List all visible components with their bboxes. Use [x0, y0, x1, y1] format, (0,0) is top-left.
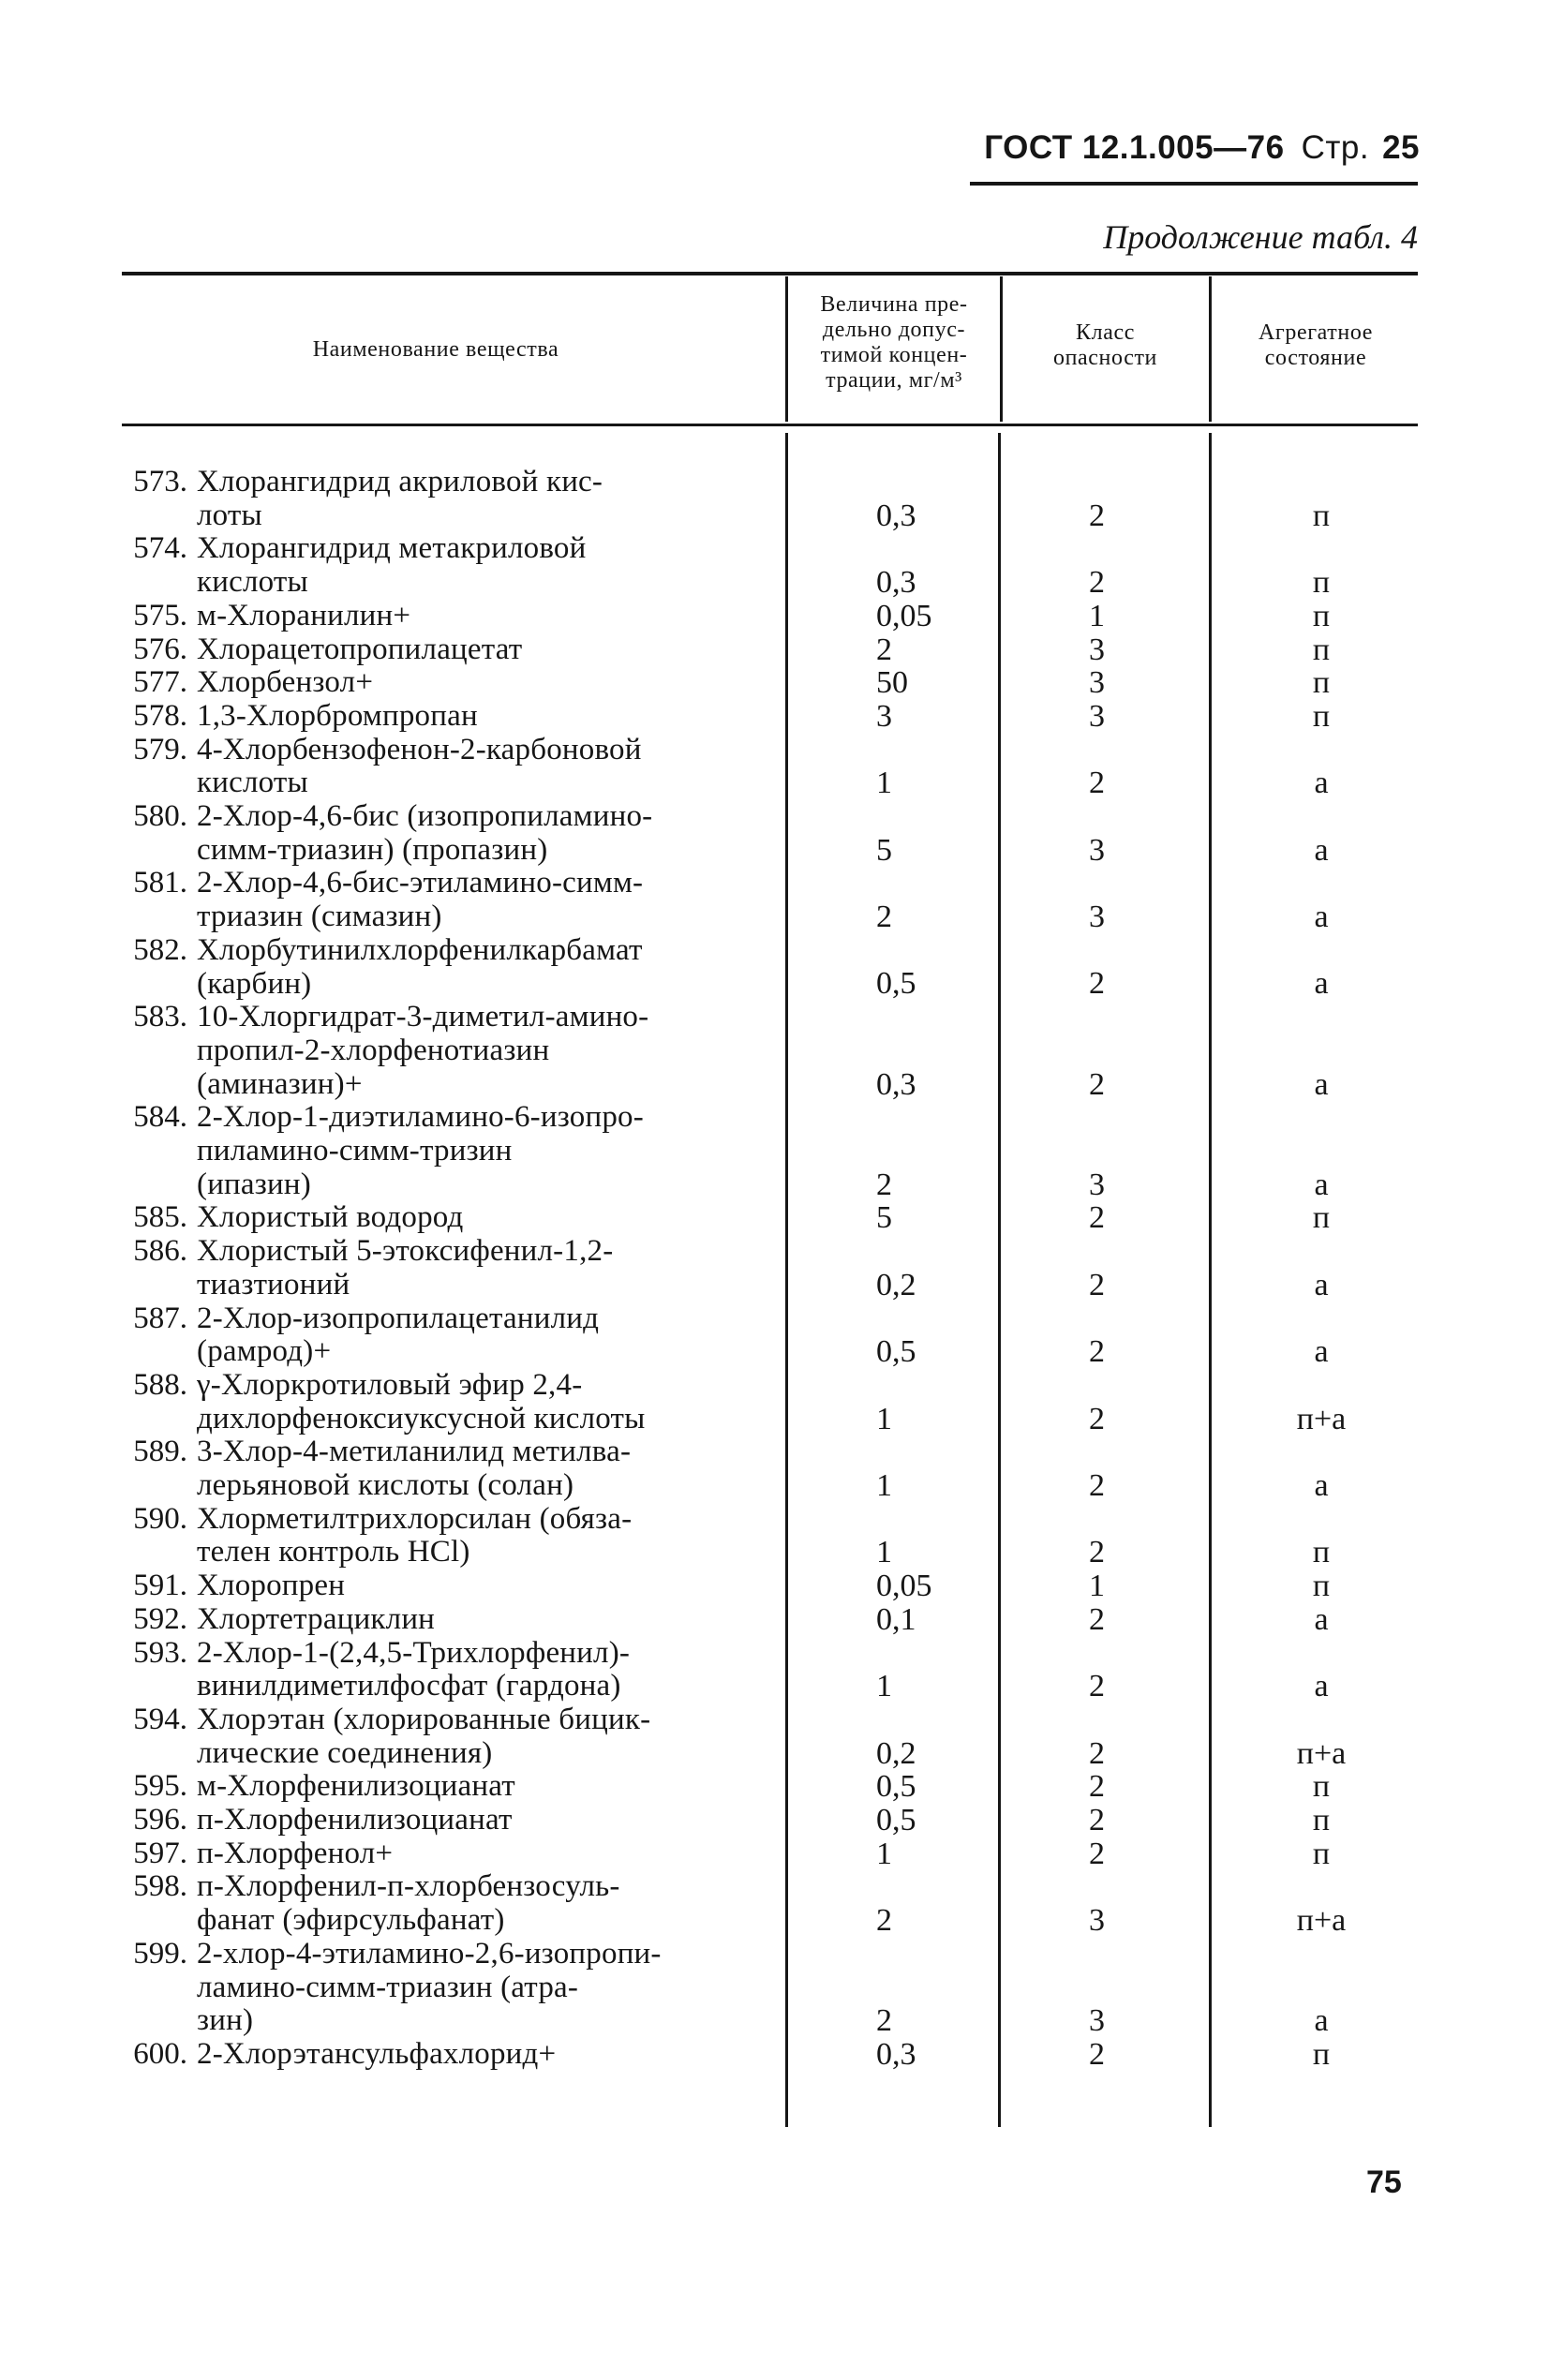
substance-name-line: (карбин): [197, 966, 312, 1001]
row-number: 580.: [133, 799, 187, 833]
substance-name: [197, 600, 778, 633]
substance-name-line: пропил-2-хлорфенотиазин: [197, 1033, 550, 1067]
row-number: 590.: [133, 1501, 187, 1536]
row-number: 594.: [133, 1702, 187, 1736]
substance-name-line: Хлористый 5-этоксифенил-1,2-: [197, 1234, 614, 1269]
table-row: [0, 1837, 1549, 1871]
substance-name: [197, 1001, 778, 1101]
substance-name-line: винилдиметилфосфат (гардона): [197, 1669, 621, 1703]
mac-value: 0,1: [876, 1601, 916, 1637]
substance-name-line: Хлористый водород: [197, 1200, 464, 1235]
table-row: [0, 1001, 1549, 1101]
table-row: [0, 734, 1549, 800]
substance-name: [197, 700, 778, 734]
aggregate-state-value: п+а: [1296, 1903, 1347, 1939]
aggregate-state-value: а: [1314, 900, 1329, 935]
mac-value: 0,5: [876, 966, 916, 1002]
substance-name: [197, 1302, 778, 1369]
substance-name-line: Хлорбензол+: [197, 665, 374, 700]
header-page-number: 25: [1382, 129, 1420, 166]
hazard-class-value: 2: [1089, 1769, 1105, 1805]
substance-name: [197, 1770, 778, 1804]
table-row: [0, 1302, 1549, 1369]
table-row: [0, 1235, 1549, 1302]
substance-name: [197, 2038, 778, 2072]
aggregate-state-value: а: [1314, 1467, 1329, 1503]
mac-value: 1: [876, 1401, 892, 1436]
footer-page-number: 75: [1366, 2164, 1402, 2200]
mac-value: 0,3: [876, 565, 916, 601]
substance-name-line: 2-Хлор-изопропилацетанилид: [197, 1301, 600, 1335]
substance-name-line: (ипазин): [197, 1167, 311, 1201]
hazard-class-value: 2: [1089, 565, 1105, 601]
row-number: 596.: [133, 1803, 187, 1837]
mac-value: 2: [876, 1167, 892, 1202]
mac-value: 3: [876, 698, 892, 734]
table-row: [0, 666, 1549, 700]
table-row: [0, 1637, 1549, 1703]
hazard-class-value: 3: [1089, 1903, 1105, 1939]
substance-name-line: п-Хлорфенол+: [197, 1836, 394, 1870]
mac-value: 0,2: [876, 1267, 916, 1302]
substance-name-line: 2-Хлорэтансульфахлорид+: [197, 2036, 557, 2071]
aggregate-state-value: п: [1312, 1569, 1331, 1604]
row-number: 577.: [133, 665, 187, 700]
hazard-class-value: 2: [1089, 1535, 1105, 1570]
table-continuation-caption: Продолжение табл. 4: [1103, 218, 1418, 256]
table-row: [0, 1804, 1549, 1837]
substance-name-line: Хлоропрен: [197, 1569, 346, 1603]
table-row: [0, 1201, 1549, 1235]
mac-value: 1: [876, 1836, 892, 1871]
table-row: [0, 1503, 1549, 1569]
substance-name: [197, 1101, 778, 1201]
aggregate-state-value: а: [1314, 1066, 1329, 1102]
table-row: [0, 633, 1549, 667]
substance-name-line: м-Хлорфенилизоцианат: [197, 1769, 515, 1804]
mac-value: 2: [876, 632, 892, 667]
row-number: 578.: [133, 698, 187, 733]
substance-name-line: зин): [197, 2003, 254, 2038]
substance-name-line: триазин (симазин): [197, 900, 442, 934]
header-col-line-3: [1209, 276, 1212, 422]
hazard-class-value: 2: [1089, 1066, 1105, 1102]
substance-name-line: лерьяновой кислоты (солан): [197, 1468, 574, 1502]
substance-name-line: Хлорметилтрихлорсилан (обяза-: [197, 1501, 633, 1536]
hazard-class-value: 3: [1089, 632, 1105, 667]
hazard-class-value: 3: [1089, 698, 1105, 734]
table-row: [0, 1938, 1549, 2038]
table-row: [0, 800, 1549, 867]
substance-name-line: 1,3-Хлорбромпропан: [197, 698, 478, 733]
mac-value: 0,05: [876, 598, 932, 633]
hazard-class-value: 2: [1089, 1836, 1105, 1871]
header-rule: [970, 182, 1418, 186]
row-number: 583.: [133, 1000, 187, 1034]
substance-name: [197, 466, 778, 532]
substance-name-line: Хлорбутинилхлорфенилкарбамат: [197, 932, 643, 967]
mac-value: 1: [876, 766, 892, 801]
mac-value: 0,3: [876, 498, 916, 533]
substance-name: [197, 633, 778, 667]
substance-name-line: 2-хлор-4-этиламино-2,6-изопропи-: [197, 1936, 662, 1971]
substance-name-line: ламино-симм-триазин (атра-: [197, 1970, 579, 2004]
substance-name: [197, 734, 778, 800]
hazard-class-value: 3: [1089, 1167, 1105, 1202]
row-number: 573.: [133, 465, 187, 498]
substance-name: [197, 532, 778, 599]
mac-value: 0,05: [876, 1569, 932, 1604]
row-number: 574.: [133, 531, 187, 566]
aggregate-state-value: п: [1312, 2036, 1331, 2072]
aggregate-state-value: п: [1312, 1803, 1331, 1837]
hazard-class-value: 2: [1089, 1467, 1105, 1503]
substance-name-line: 2-Хлор-4,6-бис (изопропиламино-: [197, 799, 653, 833]
substance-name-line: Хлорацетопропилацетат: [197, 632, 523, 666]
substance-name: [197, 1503, 778, 1569]
hazard-class-value: 2: [1089, 1401, 1105, 1436]
substance-name: [197, 1569, 778, 1603]
row-number: 588.: [133, 1367, 187, 1402]
hazard-class-value: 2: [1089, 1601, 1105, 1637]
hazard-class-value: 2: [1089, 1334, 1105, 1370]
substance-name-line: дихлорфеноксиуксусной кислоты: [197, 1401, 646, 1435]
substance-name-line: Хлорангидрид акриловой кис-: [197, 465, 603, 498]
substance-name: [197, 867, 778, 933]
substance-name-line: тиазтионий: [197, 1267, 350, 1302]
substance-name-line: (рамрод)+: [197, 1334, 332, 1369]
row-number: 581.: [133, 866, 187, 900]
substance-name: [197, 1603, 778, 1637]
mac-value: 2: [876, 1903, 892, 1939]
substance-name: [197, 1837, 778, 1871]
substance-name: [197, 1804, 778, 1837]
hazard-class-value: 3: [1089, 2003, 1105, 2039]
substance-name-line: Хлорэтан (хлорированные бицик-: [197, 1702, 651, 1736]
substance-name-line: 2-Хлор-1-(2,4,5-Трихлорфенил)-: [197, 1635, 631, 1670]
table-row: [0, 934, 1549, 1001]
hazard-class-value: 3: [1089, 832, 1105, 868]
aggregate-state-value: п: [1312, 565, 1331, 601]
mac-value: 5: [876, 832, 892, 868]
substance-name-line: пиламино-симм-тризин: [197, 1134, 513, 1168]
hazard-class-value: 2: [1089, 2036, 1105, 2072]
hazard-class-value: 2: [1089, 766, 1105, 801]
mac-value: 0,5: [876, 1334, 916, 1370]
substance-name-line: симм-триазин) (пропазин): [197, 832, 548, 867]
substance-name-line: фанат (эфирсульфанат): [197, 1903, 505, 1938]
row-number: 593.: [133, 1635, 187, 1670]
aggregate-state-value: п: [1312, 598, 1331, 633]
table-row: [0, 1101, 1549, 1201]
mac-value: 1: [876, 1535, 892, 1570]
table-row: [0, 1435, 1549, 1502]
page-label: Стр.: [1301, 129, 1370, 166]
aggregate-state-value: а: [1314, 2003, 1329, 2039]
substance-name: [197, 1703, 778, 1770]
aggregate-state-value: а: [1314, 1167, 1329, 1202]
hazard-class-value: 3: [1089, 900, 1105, 935]
substance-name: [197, 934, 778, 1001]
aggregate-state-value: а: [1314, 966, 1329, 1002]
row-number: 591.: [133, 1569, 187, 1603]
table-row: [0, 1703, 1549, 1770]
hazard-class-value: 2: [1089, 966, 1105, 1002]
column-header-state: Агрегатное состояние: [1259, 320, 1373, 370]
hazard-class-value: 1: [1089, 1569, 1105, 1604]
hazard-class-value: 2: [1089, 1669, 1105, 1704]
substance-name: [197, 1235, 778, 1302]
table-row: [0, 700, 1549, 734]
table-row: [0, 1603, 1549, 1637]
row-number: 595.: [133, 1769, 187, 1804]
mac-value: 2: [876, 900, 892, 935]
table-row: [0, 1770, 1549, 1804]
substance-name-line: 4-Хлорбензофенон-2-карбоновой: [197, 732, 642, 766]
hazard-class-value: 2: [1089, 498, 1105, 533]
column-header-mac: Величина пре- дельно допус- тимой концен- трации, мг/м³: [820, 292, 968, 393]
mac-value: 0,5: [876, 1803, 916, 1837]
aggregate-state-value: п: [1312, 498, 1331, 533]
row-number: 592.: [133, 1601, 187, 1636]
substance-name-line: (аминазин)+: [197, 1066, 363, 1101]
aggregate-state-value: п: [1312, 1535, 1331, 1570]
hazard-class-value: 2: [1089, 1803, 1105, 1837]
header-col-line-1: [785, 276, 788, 422]
aggregate-state-value: п: [1312, 1200, 1331, 1236]
mac-value: 5: [876, 1200, 892, 1236]
substance-name: [197, 1637, 778, 1703]
table-row: [0, 1569, 1549, 1603]
row-number: 598.: [133, 1869, 187, 1904]
table-row: [0, 600, 1549, 633]
row-number: 575.: [133, 598, 187, 632]
aggregate-state-value: п: [1312, 1769, 1331, 1805]
mac-value: 50: [876, 665, 908, 701]
column-header-hazard-class: Класс опасности: [1053, 320, 1157, 370]
substance-name-line: лические соединения): [197, 1735, 493, 1770]
row-number: 589.: [133, 1435, 187, 1469]
substance-name-line: Хлорангидрид метакриловой: [197, 531, 587, 566]
row-number: 600.: [133, 2036, 187, 2071]
substance-name-line: лоты: [197, 498, 262, 532]
aggregate-state-value: а: [1314, 1267, 1329, 1302]
substance-name: [197, 1201, 778, 1235]
table-row: [0, 466, 1549, 532]
row-number: 584.: [133, 1100, 187, 1135]
mac-value: 0,3: [876, 1066, 916, 1102]
aggregate-state-value: п: [1312, 632, 1331, 667]
hazard-class-value: 2: [1089, 1735, 1105, 1771]
substance-name-line: Хлортетрациклин: [197, 1601, 436, 1636]
document-header: [965, 129, 1420, 167]
substance-name-line: 2-Хлор-4,6-бис-этиламино-симм-: [197, 866, 644, 900]
table-row: [0, 867, 1549, 933]
row-number: 576.: [133, 632, 187, 666]
substance-name-line: м-Хлоранилин+: [197, 598, 411, 632]
mac-value: 1: [876, 1669, 892, 1704]
substance-name-line: γ-Хлоркротиловый эфир 2,4-: [197, 1367, 583, 1402]
row-number: 586.: [133, 1234, 187, 1269]
substance-name-line: п-Хлорфенилизоцианат: [197, 1803, 513, 1837]
substance-name: [197, 666, 778, 700]
aggregate-state-value: а: [1314, 1334, 1329, 1370]
mac-value: 0,3: [876, 2036, 916, 2072]
table-row: [0, 2038, 1549, 2072]
substance-name: [197, 1435, 778, 1502]
substance-name-line: 3-Хлор-4-метиланилид метилва-: [197, 1435, 632, 1469]
substance-name-line: кислоты: [197, 565, 308, 600]
table-row: [0, 1369, 1549, 1435]
substance-name-line: 2-Хлор-1-диэтиламино-6-изопро-: [197, 1100, 644, 1135]
hazard-class-value: 3: [1089, 665, 1105, 701]
aggregate-state-value: п+а: [1296, 1735, 1347, 1771]
mac-value: 0,5: [876, 1769, 916, 1805]
substance-name: [197, 1938, 778, 2038]
column-header-name: Наименование вещества: [312, 337, 559, 362]
substance-name: [197, 1870, 778, 1937]
row-number: 582.: [133, 932, 187, 967]
hazard-class-value: 1: [1089, 598, 1105, 633]
table-header-bottom-rule: [122, 424, 1418, 426]
table-row: [0, 1870, 1549, 1937]
aggregate-state-value: п: [1312, 665, 1331, 701]
substance-name: [197, 800, 778, 867]
aggregate-state-value: а: [1314, 1669, 1329, 1704]
substance-name: [197, 1369, 778, 1435]
table-row: [0, 532, 1549, 599]
hazard-class-value: 2: [1089, 1200, 1105, 1236]
mac-value: 0,2: [876, 1735, 916, 1771]
row-number: 579.: [133, 732, 187, 766]
header-col-line-2: [1000, 276, 1003, 422]
table-top-rule: [122, 272, 1418, 275]
aggregate-state-value: п+а: [1296, 1401, 1347, 1436]
row-number: 587.: [133, 1301, 187, 1335]
substance-name-line: 10-Хлоргидрат-3-диметил-амино-: [197, 1000, 649, 1034]
aggregate-state-value: а: [1314, 832, 1329, 868]
aggregate-state-value: п: [1312, 698, 1331, 734]
row-number: 599.: [133, 1936, 187, 1971]
substance-name-line: п-Хлорфенил-п-хлорбензосуль-: [197, 1869, 620, 1904]
standard-code: ГОСТ 12.1.005—76: [984, 129, 1285, 166]
aggregate-state-value: п: [1312, 1836, 1331, 1871]
mac-value: 2: [876, 2003, 892, 2039]
aggregate-state-value: а: [1314, 1601, 1329, 1637]
row-number: 597.: [133, 1836, 187, 1870]
substance-name-line: телен контроль HCl): [197, 1535, 470, 1569]
aggregate-state-value: а: [1314, 766, 1329, 801]
row-number: 585.: [133, 1200, 187, 1235]
hazard-class-value: 2: [1089, 1267, 1105, 1302]
mac-value: 1: [876, 1467, 892, 1503]
substance-name-line: кислоты: [197, 766, 308, 800]
